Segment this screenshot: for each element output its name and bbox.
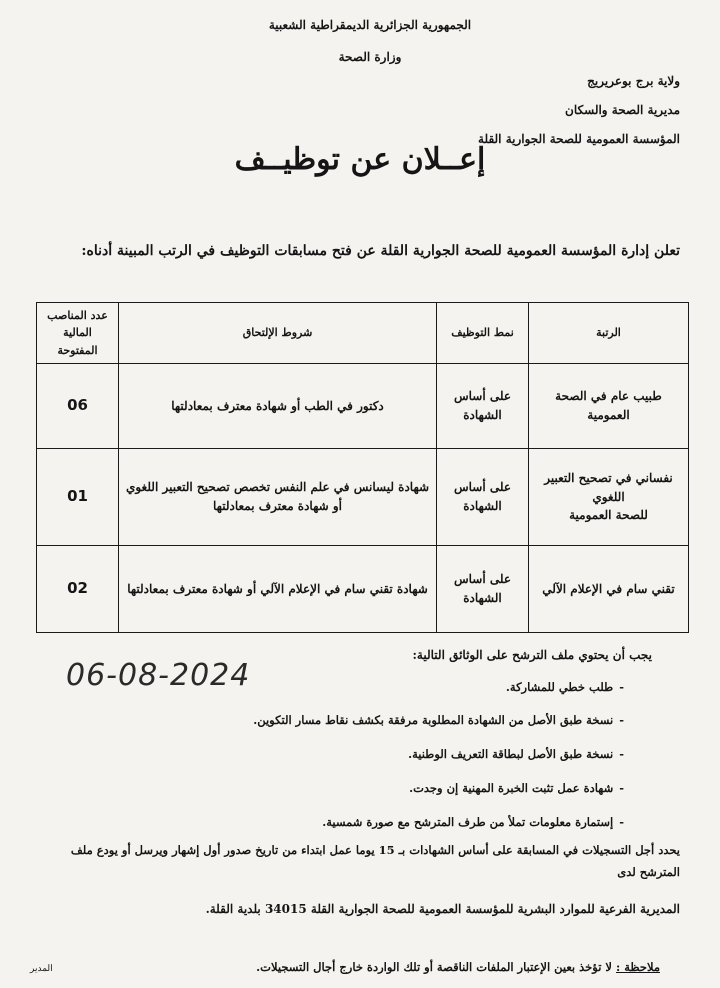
document-item xyxy=(322,815,624,829)
note xyxy=(256,960,660,974)
address-text: المديرية الفرعية للموارد البشرية للمؤسسة العمومية للصحة الجوارية القلة 34015 بلدية القلة. xyxy=(205,902,680,916)
bullet-dash: - xyxy=(619,747,624,761)
positions-cell: 06 xyxy=(37,364,119,449)
table-row xyxy=(37,449,689,546)
institution-header: المؤسسة العمومية للصحة الجوارية القلة xyxy=(478,132,680,146)
document-item-text: نسخة طبق الأصل لبطاقة التعريف الوطنية. xyxy=(408,747,614,761)
header-rank: الرتبة xyxy=(529,303,689,364)
documents-heading: يجب أن يحتوي ملف الترشح على الوثائق التالية: xyxy=(412,648,652,662)
mode-line1: على أساس xyxy=(453,480,511,495)
header-positions-line2: المالية المفتوحة xyxy=(57,326,98,357)
note-label: ملاحظة : xyxy=(616,960,660,974)
mode-line2: الشهادة xyxy=(463,499,502,513)
document-item xyxy=(506,680,624,694)
document-item xyxy=(408,747,624,761)
rank-line1: تقني سام في الإعلام الآلي xyxy=(542,581,675,596)
mode-line2: الشهادة xyxy=(463,408,502,422)
bullet-dash: - xyxy=(619,781,624,795)
bullet-dash: - xyxy=(619,713,624,727)
rank-line1: طبيب عام في الصحة العمومية xyxy=(555,389,662,422)
announcement-title: إعــلان عن توظيــف xyxy=(234,142,486,177)
ministry-header: وزارة الصحة xyxy=(338,50,402,64)
cond-line2: أو شهادة معترف بمعادلتها xyxy=(213,499,342,513)
mode-line2: الشهادة xyxy=(463,591,502,605)
document-item-text: شهادة عمل تثبت الخبرة المهنية إن وجدت. xyxy=(409,781,614,795)
mode-line1: على أساس xyxy=(453,389,511,404)
recruitment-table xyxy=(36,302,689,633)
bullet-dash: - xyxy=(619,815,624,829)
bullet-dash: - xyxy=(619,680,624,694)
document-item-text: إستمارة معلومات تملأ من طرف المترشح مع صورة شمسية. xyxy=(322,815,614,829)
document-item xyxy=(253,713,624,727)
document-item-text: طلب خطي للمشاركة. xyxy=(505,680,614,694)
deadline-text: يحدد أجل التسجيلات في المسابقة على أساس الشهادات بـ 15 يوما عمل ابتداء من تاريخ صدور أول إشهار ويرسل أو يودع ملف المترشح لدى xyxy=(70,843,680,879)
directorate-header: مديرية الصحة والسكان xyxy=(565,103,680,117)
conditions-cell xyxy=(119,449,437,546)
table-row xyxy=(37,364,689,449)
rank-line2: للصحة العمومية xyxy=(569,508,648,523)
header-positions-line1: عدد المناصب xyxy=(47,309,108,323)
rank-line1: نفساني في تصحيح التعبير اللغوي xyxy=(544,471,673,504)
conditions-cell xyxy=(119,364,437,449)
cond-line1: دكتور في الطب أو شهادة معترف بمعادلتها xyxy=(171,398,384,413)
positions-cell: 01 xyxy=(37,449,119,546)
header-mode: نمط التوظيف xyxy=(437,303,529,364)
document-item-text: نسخة طبق الأصل من الشهادة المطلوبة مرفقة بكشف نقاط مسار التكوين. xyxy=(253,713,614,727)
intro-text: تعلن إدارة المؤسسة العمومية للصحة الجوارية القلة عن فتح مسابقات التوظيف في الرتب المبينة أدناه: xyxy=(81,243,680,259)
rank-cell xyxy=(529,546,689,633)
rank-cell xyxy=(529,449,689,546)
header-conditions: شروط الإلتحاق xyxy=(119,303,437,364)
table-row xyxy=(37,546,689,633)
document-item xyxy=(409,781,624,795)
rank-cell xyxy=(529,364,689,449)
positions-cell: 02 xyxy=(37,546,119,633)
date-stamp: 06-08-2024 xyxy=(66,658,251,693)
conditions-cell xyxy=(119,546,437,633)
wilaya-header: ولاية برج بوعريريج xyxy=(587,74,680,88)
republic-header: الجمهورية الجزائرية الديمقراطية الشعبية xyxy=(268,18,472,32)
cond-line1: شهادة ليسانس في علم النفس تخصص تصحيح التعبير اللغوي xyxy=(125,480,430,495)
header-positions xyxy=(37,303,119,364)
director-signature: المدير xyxy=(30,964,53,974)
cond-line1: شهادة تقني سام في الإعلام الآلي أو شهادة معترف بمعادلتها xyxy=(127,581,428,596)
mode-cell xyxy=(437,449,529,546)
mode-cell xyxy=(437,546,529,633)
mode-line1: على أساس xyxy=(453,572,511,587)
table-header-row xyxy=(37,303,689,364)
note-text: لا تؤخذ بعين الإعتبار الملفات الناقصة أو تلك الواردة خارج أجال التسجيلات. xyxy=(256,960,612,974)
mode-cell xyxy=(437,364,529,449)
